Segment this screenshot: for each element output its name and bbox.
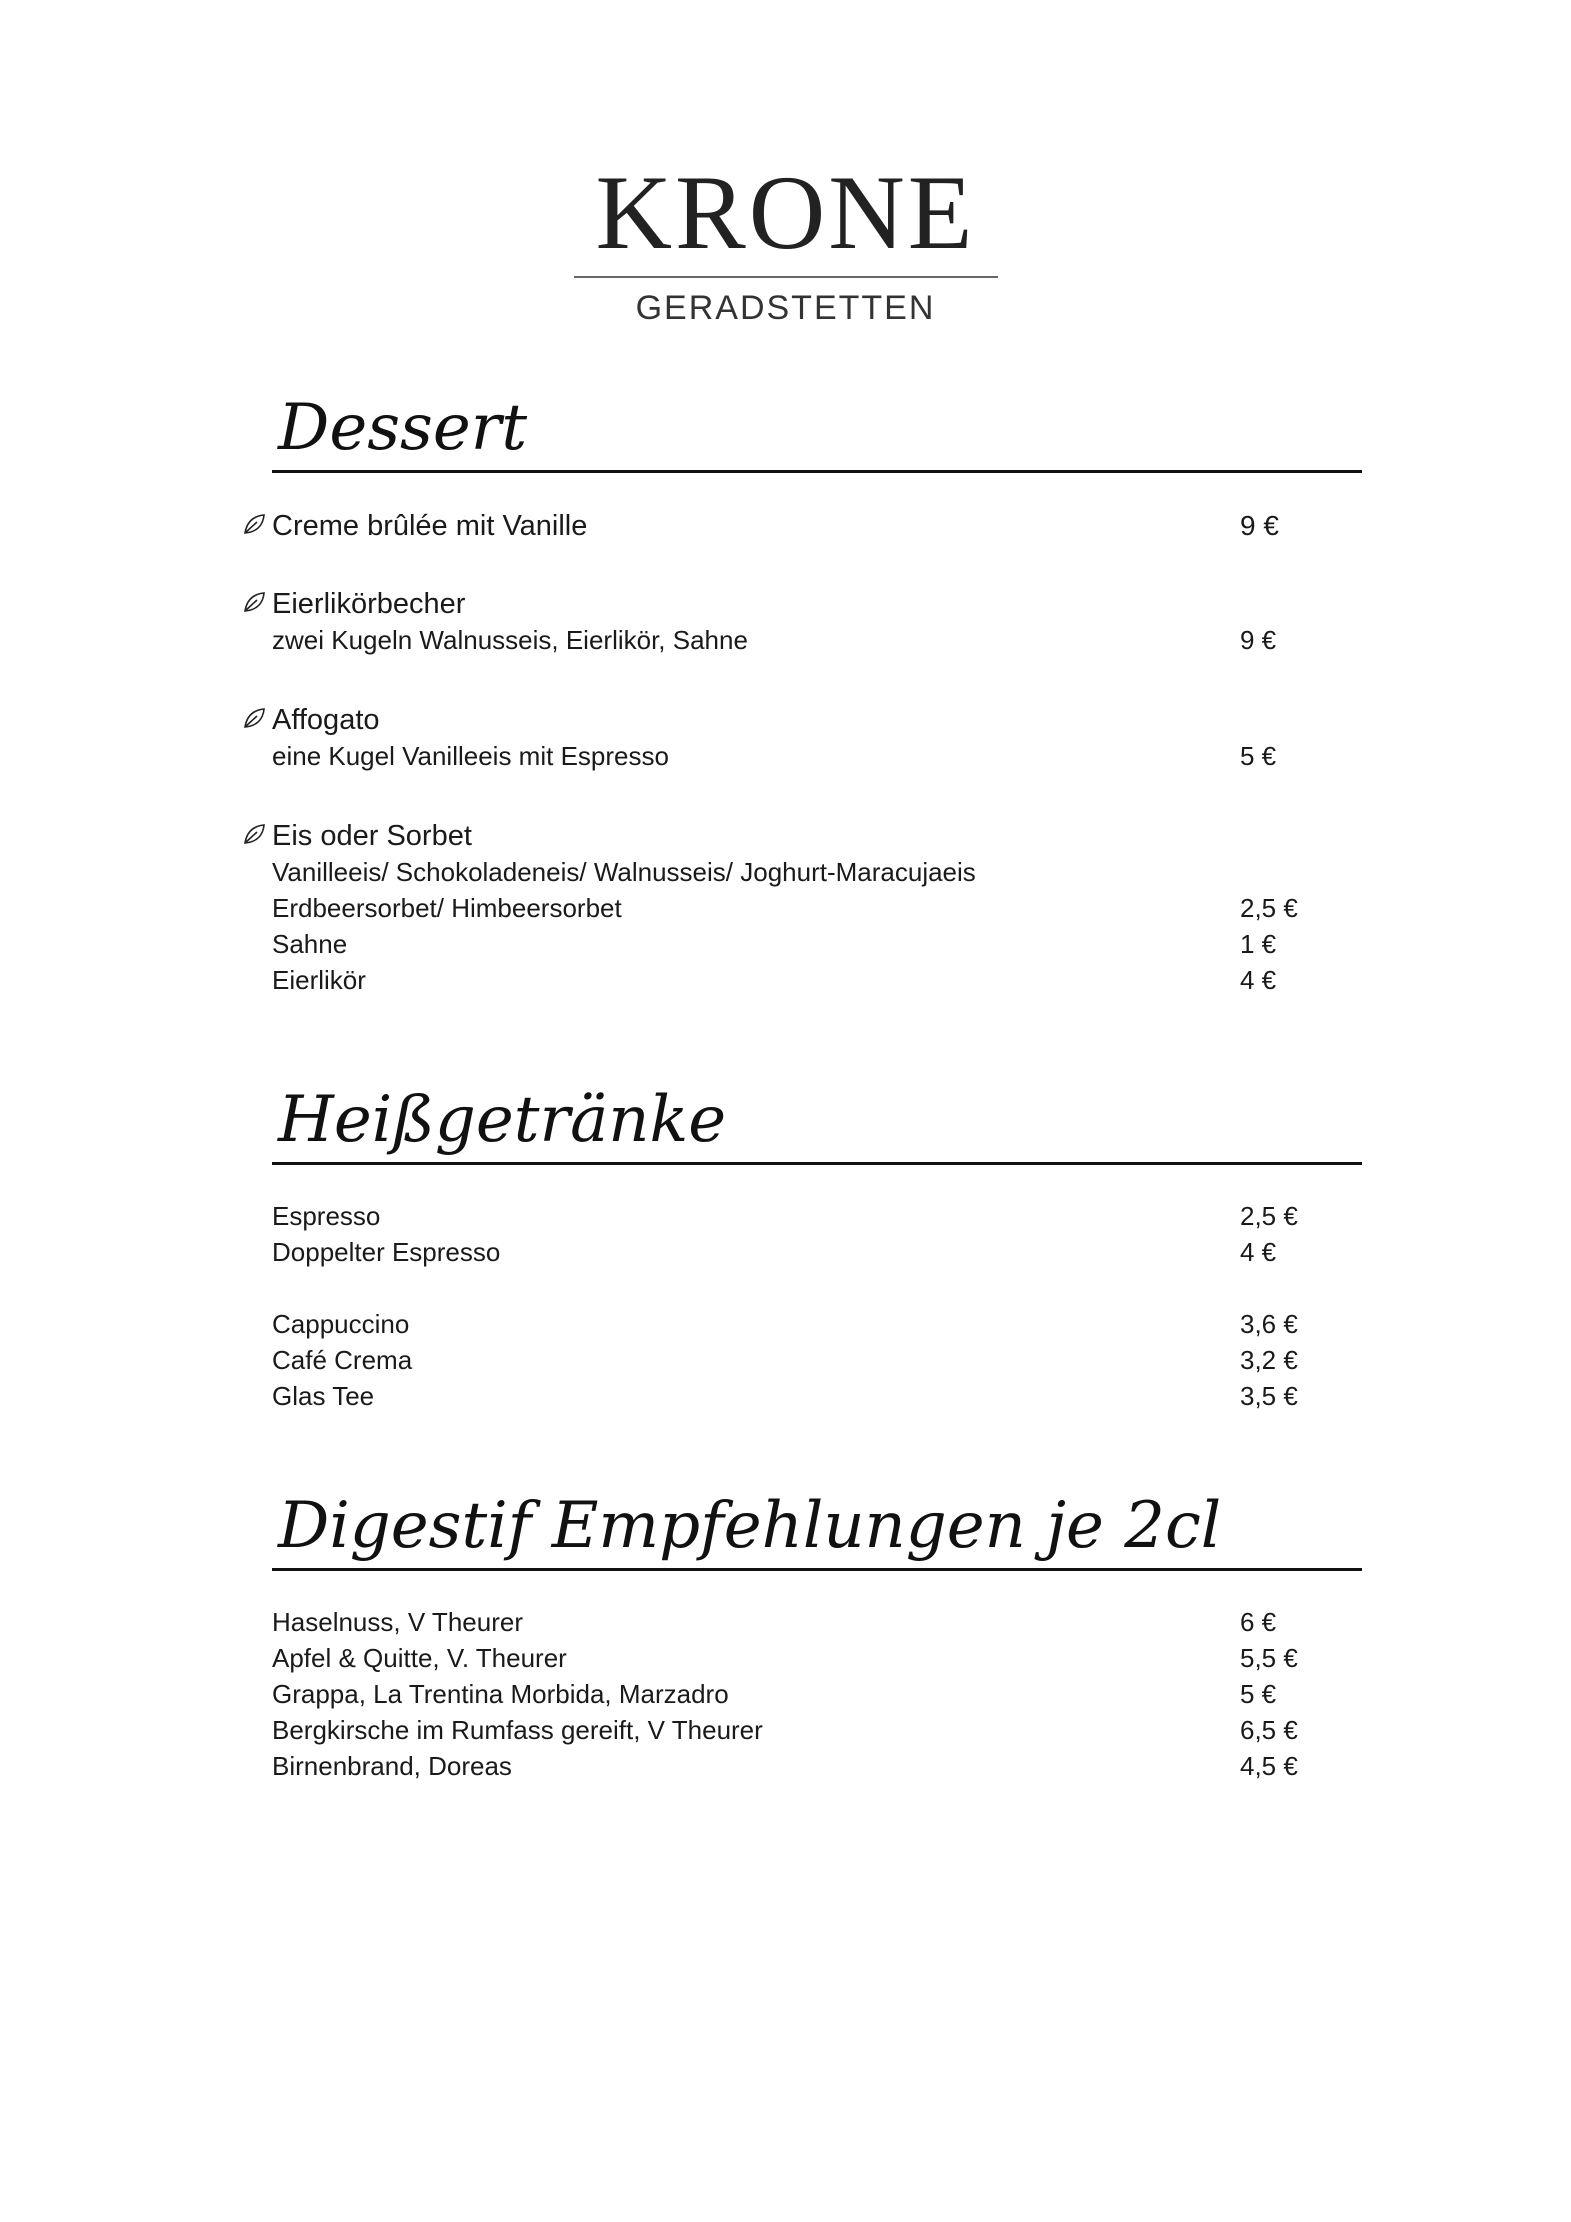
logo-divider — [574, 276, 998, 278]
item-name: Haselnuss, V Theurer — [272, 1607, 523, 1637]
item-name: Eierlikörbecher — [272, 588, 466, 620]
item-name: Doppelter Espresso — [272, 1237, 501, 1267]
item-name: Café Crema — [272, 1345, 413, 1375]
section-divider — [272, 470, 1362, 473]
item-price: 6 € — [1240, 1607, 1277, 1637]
leaf-icon — [242, 590, 266, 614]
dessert-section — [272, 388, 1362, 995]
item-price: 3,5 € — [1240, 1381, 1298, 1411]
item-name: Birnenbrand, Doreas — [272, 1751, 512, 1781]
item-name: Apfel & Quitte, V. Theurer — [272, 1643, 567, 1673]
section-title-hot-drinks: Heißgetränke — [278, 1083, 727, 1157]
item-description: zwei Kugeln Walnusseis, Eierlikör, Sahne — [272, 625, 748, 655]
leaf-icon — [242, 706, 266, 730]
item-line: Eierlikör — [272, 965, 366, 995]
logo-name: KRONE — [595, 154, 976, 271]
menu-item — [272, 818, 1332, 998]
item-price: 6,5 € — [1240, 1715, 1298, 1745]
item-price: 5,5 € — [1240, 1643, 1298, 1673]
item-price: 3,2 € — [1240, 1345, 1298, 1375]
leaf-icon — [242, 512, 266, 536]
item-name: Glas Tee — [272, 1381, 375, 1411]
menu-item — [272, 1306, 1332, 1414]
leaf-icon — [242, 822, 266, 846]
section-divider — [272, 1162, 1362, 1165]
item-price: 5 € — [1240, 1679, 1277, 1709]
item-price: 2,5 € — [1240, 1201, 1298, 1231]
logo-subtitle: GERADSTETTEN — [635, 289, 936, 327]
item-price: 9 € — [1240, 510, 1279, 541]
item-name: Grappa, La Trentina Morbida, Marzadro — [272, 1679, 729, 1709]
item-price: 2,5 € — [1240, 893, 1298, 923]
menu-item — [272, 702, 1332, 774]
item-name: Bergkirsche im Rumfass gereift, V Theurer — [272, 1715, 763, 1745]
item-price: 4 € — [1240, 965, 1277, 995]
item-line: Vanilleeis/ Schokoladeneis/ Walnusseis/ Joghurt-Maracujaeis — [272, 857, 976, 887]
digestif-section — [272, 1486, 1362, 1781]
item-name: Affogato — [272, 704, 380, 736]
item-name: Cappuccino — [272, 1309, 410, 1339]
item-price: 1 € — [1240, 929, 1277, 959]
item-line: Erdbeersorbet/ Himbeersorbet — [272, 893, 622, 923]
item-price: 4,5 € — [1240, 1751, 1298, 1781]
item-name: Creme brûlée mit Vanille — [272, 510, 588, 542]
section-title-dessert: Dessert — [278, 391, 528, 465]
item-price: 5 € — [1240, 741, 1277, 771]
section-title-digestif: Digestif Empfehlungen je 2cl — [278, 1489, 1222, 1563]
hot-drinks-section — [272, 1080, 1362, 1411]
menu-item — [272, 508, 1332, 544]
item-name: Espresso — [272, 1201, 381, 1231]
item-description: eine Kugel Vanilleeis mit Espresso — [272, 741, 669, 771]
item-price: 9 € — [1240, 625, 1277, 655]
menu-item — [272, 586, 1332, 658]
menu-item — [272, 1198, 1332, 1270]
item-line: Sahne — [272, 929, 348, 959]
item-price: 3,6 € — [1240, 1309, 1298, 1339]
menu-item — [272, 1604, 1332, 1784]
item-price: 4 € — [1240, 1237, 1277, 1267]
section-divider — [272, 1568, 1362, 1571]
logo — [0, 154, 1571, 328]
item-name: Eis oder Sorbet — [272, 820, 472, 852]
